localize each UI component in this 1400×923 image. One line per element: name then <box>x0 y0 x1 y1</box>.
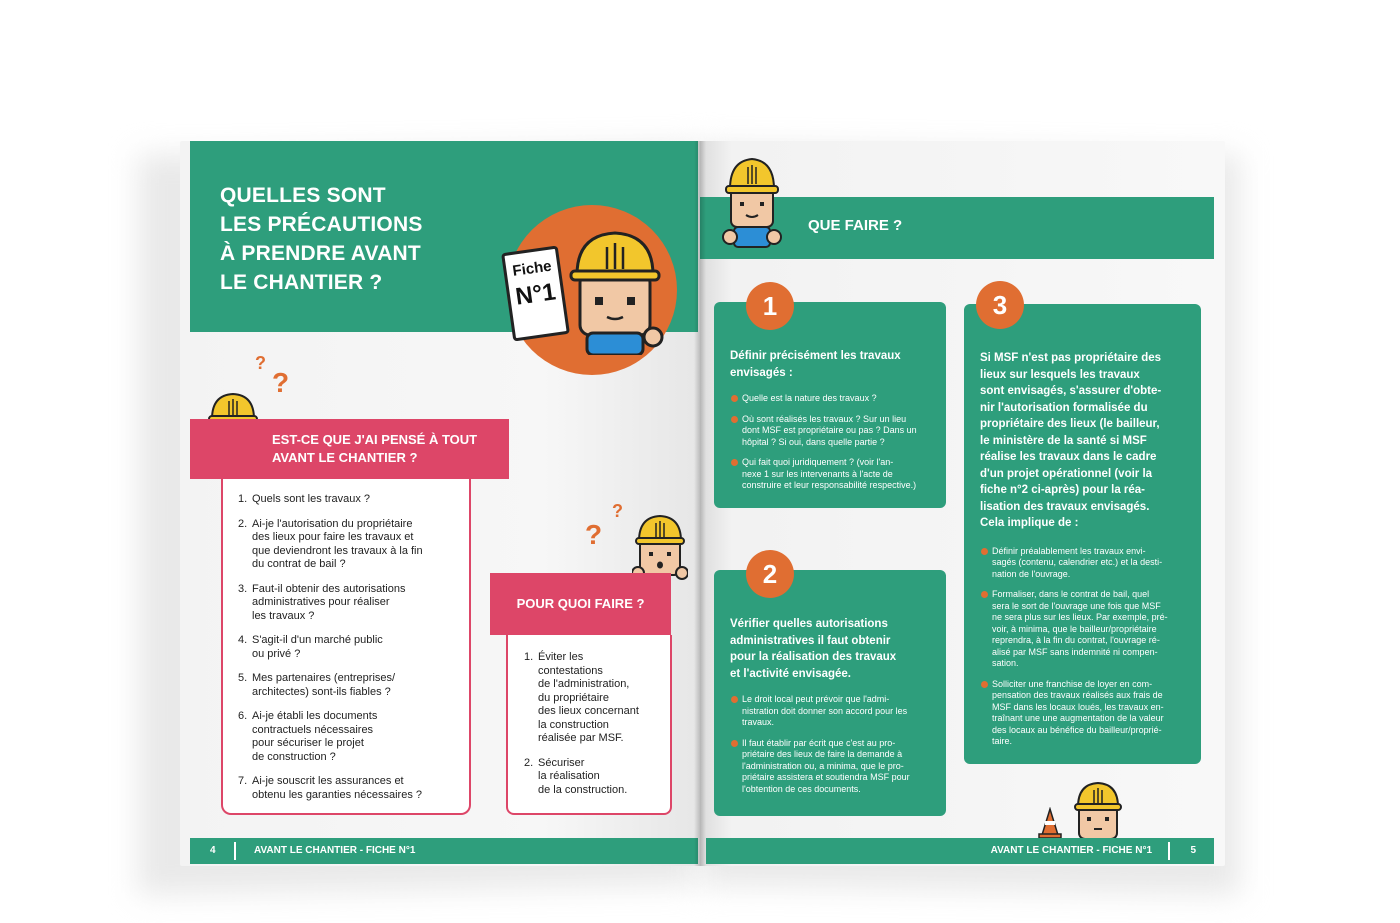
list-item <box>238 518 459 572</box>
item-text: Ai-je établi les documents contractuels nécessaires pour sécuriser le projet de construction ? <box>252 710 378 763</box>
book-gutter <box>694 141 706 866</box>
step-number: 3 <box>976 281 1024 329</box>
question-mark-icon: ? <box>585 519 603 550</box>
fiche-number: N°1 <box>513 278 558 311</box>
right-page <box>700 141 1225 866</box>
footer-divider <box>234 842 236 860</box>
item-text: Quels sont les travaux ? <box>252 493 371 505</box>
bullet-item: Qui fait quoi juridiquement ? (voir l'an- nexe 1 sur les intervenants à l'acte de construire et leur responsabilité respective.) <box>730 457 936 492</box>
item-number: 4. <box>238 634 248 646</box>
item-number: 1. <box>238 493 248 505</box>
list-item <box>238 583 459 624</box>
item-number: 2. <box>524 756 534 769</box>
list-item <box>524 651 664 746</box>
fiche-label: Fiche <box>511 257 553 280</box>
step-lead: Si MSF n'est pas propriétaire des lieux sur lesquels les travaux sont envisagés, s'assurer d'obte- nir l'autorisation formalisée du propriétaire des lieux (le bailleur, le ministère de la santé si MSF réalise les travaux dans le cadre d'un projet opérationnel (voir la fiche n°2 ci-après) pour la réa- lisation des travaux envisagés. Cela implique de : <box>980 352 1162 529</box>
list-item <box>238 672 459 699</box>
question-mark-icon: ? <box>612 501 623 521</box>
list-item <box>238 493 459 507</box>
footer-title: AVANT LE CHANTIER - FICHE N°1 <box>990 845 1152 856</box>
item-text: Faut-il obtenir des autorisations administratives pour réaliser les travaux ? <box>252 582 406 622</box>
list-item <box>238 710 459 764</box>
bullet-item: Formaliser, dans le contrat de bail, quel sera le sort de l'ouvrage une fois que MSF ne sera plus sur les lieux. Par exemple, pré- voir, à minima, que le bailleur/propriétaire reprendra, à la fin du contrat, l'ouvrage ré- alisé par MSF sans indemnité ni compen- sation. <box>980 589 1186 670</box>
bullet-item: Solliciter une franchise de loyer en com- pensation des travaux réalisés aux frais de MSF dans les locaux loués, les travaux en- traînant une une augmentation de la valeur des locaux au bénéfice du bailleur/proprié- taire. <box>980 679 1186 748</box>
page-number: 5 <box>1190 845 1196 856</box>
step-1-box <box>714 302 946 508</box>
item-text: Sécuriser la réalisation de la construction. <box>538 756 628 796</box>
bullet-item: Le droit local peut prévoir que l'admi- nistration doit donner son accord pour les travaux. <box>730 694 936 729</box>
questions-list <box>223 479 469 802</box>
footer-left <box>190 838 698 864</box>
item-text: Éviter les contestations de l'administration, du propriétaire des lieux concernant la construction réalisée par MSF. <box>538 651 639 744</box>
questions-box <box>221 479 471 815</box>
bullet-item: Définir préalablement les travaux envi- sagés (contenu, calendrier etc.) et la desti- nation de l'ouvrage. <box>980 546 1186 581</box>
item-text: Ai-je souscrit les assurances et obtenu les garanties nécessaires ? <box>252 775 422 801</box>
footer-divider <box>1168 842 1170 860</box>
traffic-cone-icon <box>1038 807 1062 839</box>
item-text: Ai-je l'autorisation du propriétaire des lieux pour faire les travaux et que deviendront les travaux à la fin du contrat de bail ? <box>252 517 423 570</box>
bullet-item: Où sont réalisés les travaux ? Sur un lieu dont MSF est propriétaire ou pas ? Dans un hôpital ? Si oui, dans quelle partie ? <box>730 414 936 449</box>
item-text: Mes partenaires (entreprises/ architectes) sont-ils fiables ? <box>252 672 396 698</box>
item-number: 1. <box>524 651 534 663</box>
worker-icon <box>722 155 782 251</box>
questions-header: EST-CE QUE J'AI PENSÉ À TOUT AVANT LE CHANTIER ? <box>190 419 509 479</box>
step-lead: Vérifier quelles autorisations administratives il faut obtenir pour la réalisation des travaux et l'activité envisagée. <box>730 618 897 680</box>
step-number: 2 <box>746 550 794 598</box>
left-page <box>180 141 700 866</box>
item-number: 2. <box>238 517 248 530</box>
page-number: 4 <box>210 845 216 856</box>
item-number: 5. <box>238 672 248 684</box>
item-number: 3. <box>238 582 248 595</box>
question-mark-icon: ? <box>272 367 290 398</box>
item-text: S'agit-il d'un marché public ou privé ? <box>252 634 383 660</box>
purpose-list <box>508 635 670 797</box>
fiche-card <box>501 245 570 341</box>
list-item <box>238 634 459 661</box>
step-lead: Définir précisément les travaux envisagés : <box>730 350 901 379</box>
list-item <box>524 757 664 798</box>
page-title: QUELLES SONT LES PRÉCAUTIONS À PRENDRE AVANT LE CHANTIER ? <box>220 184 423 294</box>
step-3-box <box>964 304 1201 764</box>
worker-icon <box>565 225 665 355</box>
step-number: 1 <box>746 282 794 330</box>
worker-icon <box>632 513 688 581</box>
worker-icon <box>1074 781 1122 839</box>
purpose-header: POUR QUOI FAIRE ? <box>490 573 671 635</box>
item-number: 7. <box>238 775 248 787</box>
purpose-box <box>506 635 672 815</box>
bullet-item: Quelle est la nature des travaux ? <box>730 393 936 405</box>
list-item <box>238 775 459 802</box>
bullet-item: Il faut établir par écrit que c'est au pro- priétaire des lieux de faire la demande à l'administration ou, a minima, que le pro- priétaire assistera et soutiendra MSF pour l'obtention de ces documents. <box>730 738 936 796</box>
footer-title: AVANT LE CHANTIER - FICHE N°1 <box>254 845 416 856</box>
question-mark-icon: ? <box>255 353 266 373</box>
item-number: 6. <box>238 710 248 722</box>
step-2-box <box>714 570 946 816</box>
footer-right <box>706 838 1214 864</box>
section-title: QUE FAIRE ? <box>808 217 903 234</box>
